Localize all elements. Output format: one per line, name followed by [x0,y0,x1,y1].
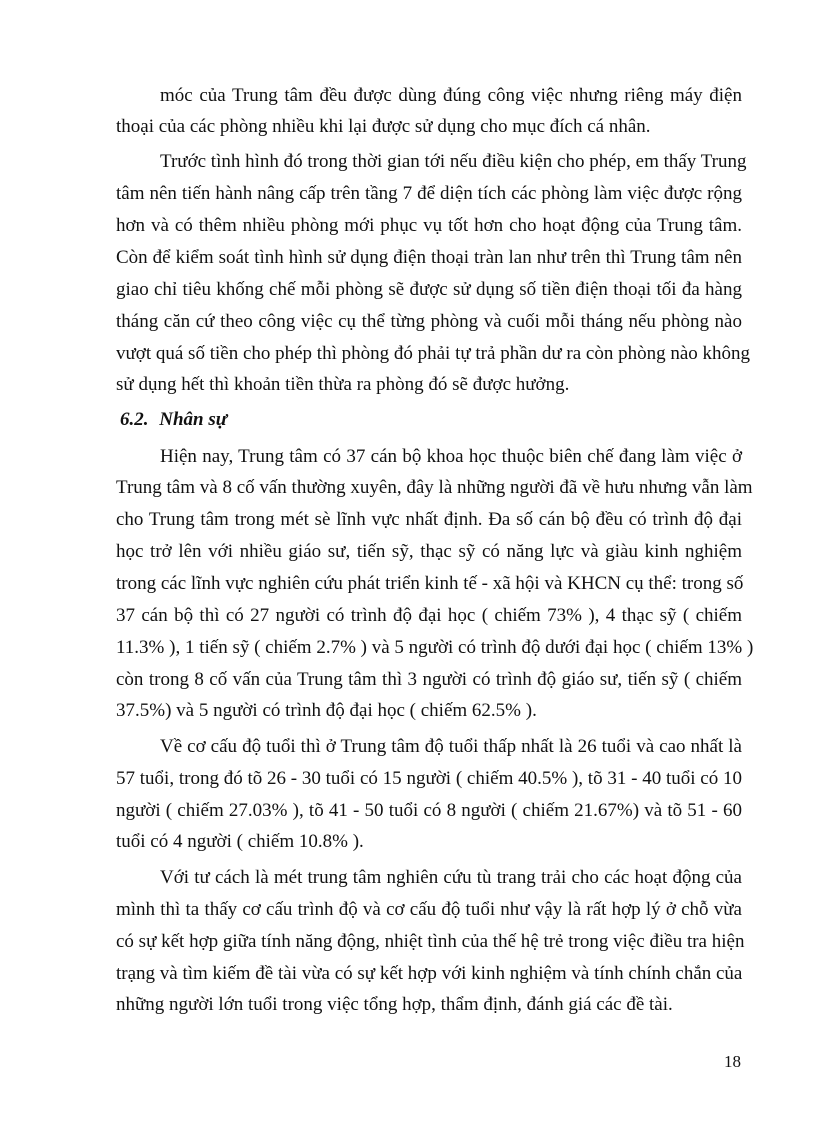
text-line: tuổi có 4 người ( chiếm 10.8% ). [116,831,364,852]
text-line: học trở lên với nhiều giáo sư, tiến sỹ, thạc sỹ có năng lực và giàu kinh nghiệm [116,541,742,562]
text-line: móc của Trung tâm đều được dùng đúng công việc nhưng riêng máy điện [160,85,742,106]
section-heading-number: 6.2. [120,409,149,430]
text-line: hơn và có thêm nhiều phòng mới phục vụ tốt hơn cho hoạt động của Trung tâm. [116,215,742,236]
text-line: Với tư cách là mét trung tâm nghiên cứu tù trang trải cho các hoạt động của [160,867,742,888]
text-line: 57 tuổi, trong đó tõ 26 - 30 tuổi có 15 người ( chiếm 40.5% ), tõ 31 - 40 tuổi có 10 [116,768,742,789]
text-line: tháng căn cứ theo công việc cụ thể từng phòng và cuối mỗi tháng nếu phòng nào [116,311,742,332]
section-heading-title: Nhân sự [159,409,228,430]
text-line: vượt quá số tiền cho phép thì phòng đó phải tự trả phần dư ra còn phòng nào không [116,343,751,364]
text-line: mình thì ta thấy cơ cấu trình độ và cơ cấu độ tuổi như vậy là rất hợp lý ở chỗ vừa [116,899,742,920]
text-line: sử dụng hết thì khoản tiền thừa ra phòng đó sẽ được hưởng. [116,374,570,395]
text-line: 11.3% ), 1 tiến sỹ ( chiếm 2.7% ) và 5 người có trình độ dưới đại học ( chiếm 13% ) [116,637,754,658]
text-line: cho Trung tâm trong mét sè lĩnh vực nhất định. Đa số cán bộ đều có trình độ đại [116,509,742,530]
text-line: trong các lĩnh vực nghiên cứu phát triển kinh tế - xã hội và KHCN cụ thể: trong số [116,573,744,594]
text-line: người ( chiếm 27.03% ), tõ 41 - 50 tuổi có 8 người ( chiếm 21.67%) và tõ 51 - 60 [116,800,742,821]
text-line: thoại của các phòng nhiều khi lại được sử dụng cho mục đích cá nhân. [116,116,651,137]
page-number: 18 [724,1052,741,1071]
text-line: 37.5%) và 5 người có trình độ đại học ( chiếm 62.5% ). [116,700,537,721]
text-line: trạng và tìm kiếm đề tài vừa có sự kết hợp với kinh nghiệm và tính chính chắn của [116,963,743,984]
text-line: những người lớn tuổi trong việc tổng hợp, thẩm định, đánh giá các đề tài. [116,994,673,1015]
section-heading [120,410,227,429]
text-line: giao chỉ tiêu khống chế mỗi phòng sẽ được sử dụng số tiền điện thoại tối đa hàng [116,279,742,300]
text-line: Về cơ cấu độ tuổi thì ở Trung tâm độ tuổi thấp nhất là 26 tuổi và cao nhất là [160,736,742,757]
text-line: còn trong 8 cố vấn của Trung tâm thì 3 người có trình độ giáo sư, tiến sỹ ( chiếm [116,669,742,690]
text-line: Hiện nay, Trung tâm có 37 cán bộ khoa học thuộc biên chế đang làm việc ở [160,446,742,467]
text-line: 37 cán bộ thì có 27 người có trình độ đại học ( chiếm 73% ), 4 thạc sỹ ( chiếm [116,605,742,626]
text-line: có sự kết hợp giữa tính năng động, nhiệt tình của thế hệ trẻ trong việc điều tra hiện [116,931,745,952]
text-line: tâm nên tiến hành nâng cấp trên tầng 7 để diện tích các phòng làm việc được rộng [116,183,742,204]
text-line: Còn để kiểm soát tình hình sử dụng điện thoại tràn lan như trên thì Trung tâm nên [116,247,742,268]
text-line: Trước tình hình đó trong thời gian tới nếu điều kiện cho phép, em thấy Trung [160,151,747,172]
text-line: Trung tâm và 8 cố vấn thường xuyên, đây là những người đã về hưu nhưng vẫn làm [116,477,753,498]
